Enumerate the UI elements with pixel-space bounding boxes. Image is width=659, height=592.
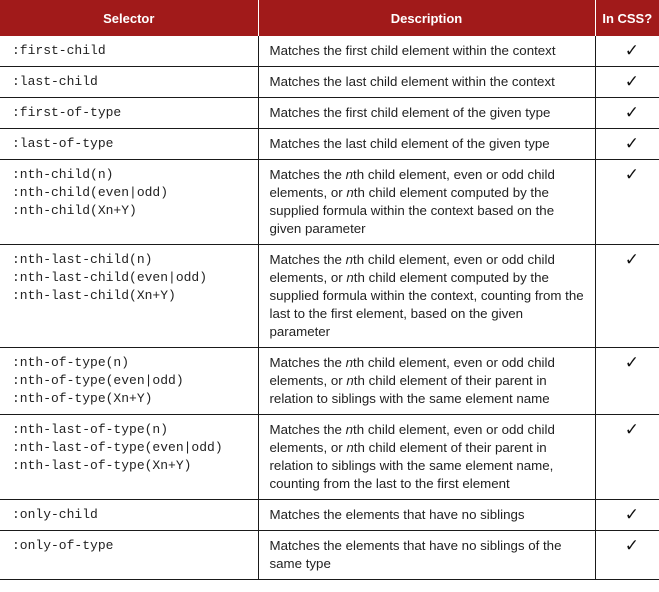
in-css-cell xyxy=(595,415,659,500)
description-cell xyxy=(258,67,595,98)
check-icon: ✓ xyxy=(624,41,639,61)
check-icon: ✓ xyxy=(624,505,639,525)
table-row xyxy=(0,129,659,160)
description-cell xyxy=(258,36,595,67)
selector-text: :nth-last-child(even|odd) xyxy=(12,270,208,285)
table-body xyxy=(0,36,659,580)
check-icon: ✓ xyxy=(624,165,639,185)
description-cell xyxy=(258,500,595,531)
selector-text: :nth-of-type(n) xyxy=(12,355,130,370)
description-cell xyxy=(258,160,595,245)
description-cell xyxy=(258,415,595,500)
selector-text: :nth-of-type(Xn+Y) xyxy=(12,391,153,406)
selector-text: :nth-last-of-type(n) xyxy=(12,422,169,437)
selector-cell xyxy=(0,67,258,98)
selector-text: :nth-last-of-type(even|odd) xyxy=(12,440,223,455)
table-row xyxy=(0,415,659,500)
selector-text: :nth-last-child(Xn+Y) xyxy=(12,288,176,303)
description-text: Matches the last child element of the given type xyxy=(269,136,550,151)
in-css-cell xyxy=(595,500,659,531)
description-cell xyxy=(258,129,595,160)
selector-text: :nth-last-child(n) xyxy=(12,252,153,267)
in-css-cell xyxy=(595,129,659,160)
table-row xyxy=(0,98,659,129)
in-css-cell xyxy=(595,36,659,67)
selector-text: :last-of-type xyxy=(12,136,114,151)
selector-text: :first-child xyxy=(12,43,106,58)
description-text: Matches the nth child element, even or odd child elements, or nth child element computed by the supplied formula within the context, counting from the last to the first element, based on the given parameter xyxy=(269,252,584,339)
selector-cell xyxy=(0,98,258,129)
description-cell xyxy=(258,245,595,348)
selector-cell xyxy=(0,500,258,531)
in-css-cell xyxy=(595,160,659,245)
selector-text: :nth-child(Xn+Y) xyxy=(12,203,137,218)
check-icon: ✓ xyxy=(624,72,639,92)
check-icon: ✓ xyxy=(624,103,639,123)
description-text: Matches the nth child element, even or odd child elements, or nth child element computed by the supplied formula within the context based on the given parameter xyxy=(269,167,555,236)
selector-cell xyxy=(0,348,258,415)
selector-cell xyxy=(0,245,258,348)
selector-cell xyxy=(0,531,258,580)
description-text: Matches the first child element within the context xyxy=(269,43,556,58)
in-css-cell xyxy=(595,245,659,348)
check-icon: ✓ xyxy=(624,536,639,556)
in-css-cell xyxy=(595,348,659,415)
description-text: Matches the nth child element, even or odd child elements, or nth child element of their parent in relation to siblings with the same element name xyxy=(269,355,555,406)
selector-cell xyxy=(0,36,258,67)
description-cell xyxy=(258,348,595,415)
selector-cell xyxy=(0,129,258,160)
selector-text: :only-child xyxy=(12,507,98,522)
check-icon: ✓ xyxy=(624,353,639,373)
selector-text: :nth-child(n) xyxy=(12,167,114,182)
description-text: Matches the elements that have no siblings of the same type xyxy=(269,538,562,571)
header-row xyxy=(0,0,659,36)
selector-text: :nth-child(even|odd) xyxy=(12,185,169,200)
header-description: Description xyxy=(258,0,595,36)
description-text: Matches the elements that have no siblings xyxy=(269,507,525,522)
table-row xyxy=(0,531,659,580)
in-css-cell xyxy=(595,67,659,98)
description-cell xyxy=(258,531,595,580)
check-icon: ✓ xyxy=(624,420,639,440)
in-css-cell xyxy=(595,98,659,129)
check-icon: ✓ xyxy=(624,250,639,270)
table-header xyxy=(0,0,659,36)
description-text: Matches the nth child element, even or odd child elements, or nth child element of their parent in relation to siblings with the same element name, counting from the last to the first element xyxy=(269,422,555,491)
table-row xyxy=(0,245,659,348)
selector-text: :first-of-type xyxy=(12,105,122,120)
table-row xyxy=(0,67,659,98)
selector-cell xyxy=(0,160,258,245)
selector-text: :only-of-type xyxy=(12,538,114,553)
in-css-cell xyxy=(595,531,659,580)
table-row xyxy=(0,500,659,531)
description-cell xyxy=(258,98,595,129)
selector-text: :last-child xyxy=(12,74,98,89)
header-selector: Selector xyxy=(0,0,258,36)
table-row xyxy=(0,348,659,415)
selector-text: :nth-of-type(even|odd) xyxy=(12,373,184,388)
description-text: Matches the last child element within the context xyxy=(269,74,555,89)
table-row xyxy=(0,160,659,245)
selector-cell xyxy=(0,415,258,500)
description-text: Matches the first child element of the given type xyxy=(269,105,551,120)
header-in-css: In CSS? xyxy=(595,0,659,36)
table-row xyxy=(0,36,659,67)
selector-text: :nth-last-of-type(Xn+Y) xyxy=(12,458,192,473)
check-icon: ✓ xyxy=(624,134,639,154)
